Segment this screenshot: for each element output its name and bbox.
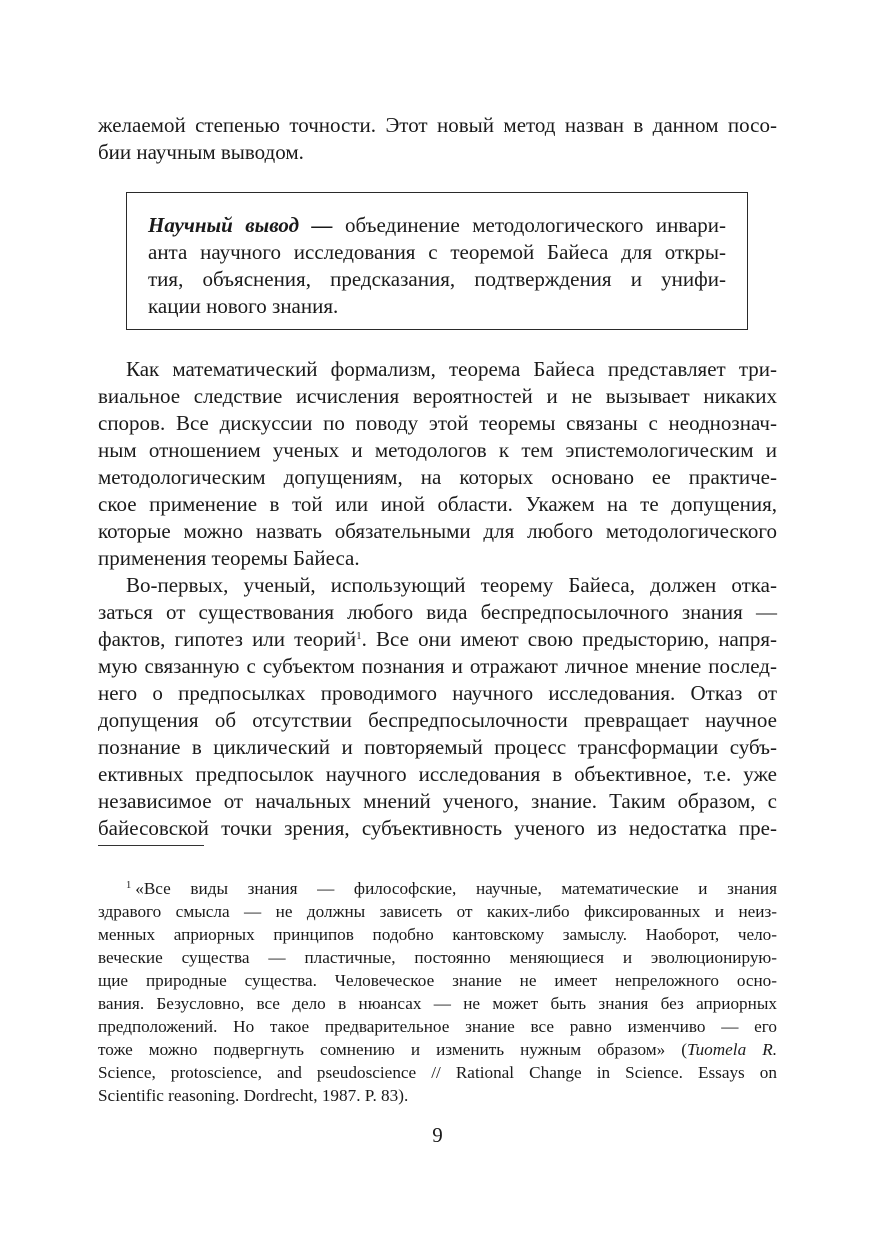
footnote-line xyxy=(98,877,777,900)
body-line: виальное следствие исчисления вероятностей и не вызывает никаких xyxy=(98,384,777,408)
body-line: него о предпосылках проводимого научного исследования. Отказ от xyxy=(98,681,777,705)
body-line: желаемой степенью точности. Этот новый метод назван в данном посо- xyxy=(98,113,777,137)
body-line: применения теоремы Байеса. xyxy=(98,546,360,570)
body-line: Как математический формализм, теорема Байеса представляет три- xyxy=(126,357,777,381)
footnote-text: тоже можно подвергнуть сомнению и изменить нужным образом» ( xyxy=(98,1040,687,1059)
body-line: мую связанную с субъектом познания и отражают личное мнение послед- xyxy=(98,654,777,678)
footnote-mark: 1 xyxy=(126,880,132,891)
definition-line: анта научного исследования с теоремой Байеса для откры- xyxy=(148,240,726,264)
footnote-reference: 1 xyxy=(356,630,362,642)
body-text: . Все они имеют свою предысторию, напря- xyxy=(361,627,777,651)
footnote-line: менных априорных принципов подобно кантовскому замыслу. Наоборот, чело- xyxy=(98,925,777,944)
definition-text: объединение методологического инвари- xyxy=(332,213,727,237)
definition-term: Научный вывод — xyxy=(148,213,333,237)
body-line: ным отношением ученых и методологов к тем эпистемологическим и xyxy=(98,438,777,462)
body-line: байесовской точки зрения, субъективность ученого из недостатка пре- xyxy=(98,816,777,840)
body-line: методологическим допущениям, на которых основано ее практиче- xyxy=(98,465,777,489)
footnote-line: предположений. Но такое предварительное знание все равно изменчиво — его xyxy=(98,1017,777,1036)
footnote-line: щие природные существа. Человеческое знание не имеет непреложного осно- xyxy=(98,971,777,990)
footnote-line: вания. Безусловно, все дело в нюансах — не может быть знания без априорных xyxy=(98,994,777,1013)
footnote-author: Tuomela R. xyxy=(686,1040,777,1059)
body-line: ское применение в той или иной области. Укажем на те допущения, xyxy=(98,492,777,516)
body-line: споров. Все дискуссии по поводу этой теоремы связаны с неоднознач- xyxy=(98,411,777,435)
page-number: 9 xyxy=(432,1123,443,1147)
footnote-divider xyxy=(98,845,204,846)
footnote-line: здравого смысла — не должны зависеть от каких-либо фиксированных и неиз- xyxy=(98,902,777,921)
footnote-line: Science, protoscience, and pseudoscience // Rational Change in Science. Essays on xyxy=(98,1063,777,1082)
footnote-line xyxy=(98,1038,777,1061)
body-line: бии научным выводом. xyxy=(98,140,304,164)
body-line: Во-первых, ученый, использующий теорему Байеса, должен отка- xyxy=(126,573,777,597)
body-line: независимое от начальных мнений ученого, знание. Таким образом, с xyxy=(98,789,777,813)
definition-line: кации нового знания. xyxy=(148,294,339,318)
footnote-line: веческие существа — пластичные, постоянно меняющиеся и эволюционирую- xyxy=(98,948,777,967)
body-line xyxy=(98,626,777,653)
body-line: которые можно назвать обязательными для любого методологического xyxy=(98,519,777,543)
body-line: допущения об отсутствии беспредпосылочности превращает научное xyxy=(98,708,777,732)
definition-box xyxy=(126,192,748,330)
body-text: фактов, гипотез или теорий xyxy=(98,627,357,651)
footnote-line: Scientific reasoning. Dordrecht, 1987. P. 83). xyxy=(98,1086,409,1105)
definition-line: тия, объяснения, предсказания, подтверждения и унифи- xyxy=(148,267,726,291)
definition-line xyxy=(148,212,726,239)
body-line: познание в циклический и повторяемый процесс трансформации субъ- xyxy=(98,735,777,759)
body-line: ективных предпосылок научного исследования в объективное, т.е. уже xyxy=(98,762,777,786)
footnote-text: «Все виды знания — философские, научные, математические и знания xyxy=(135,879,777,898)
body-line: заться от существования любого вида беспредпосылочного знания — xyxy=(98,600,777,624)
